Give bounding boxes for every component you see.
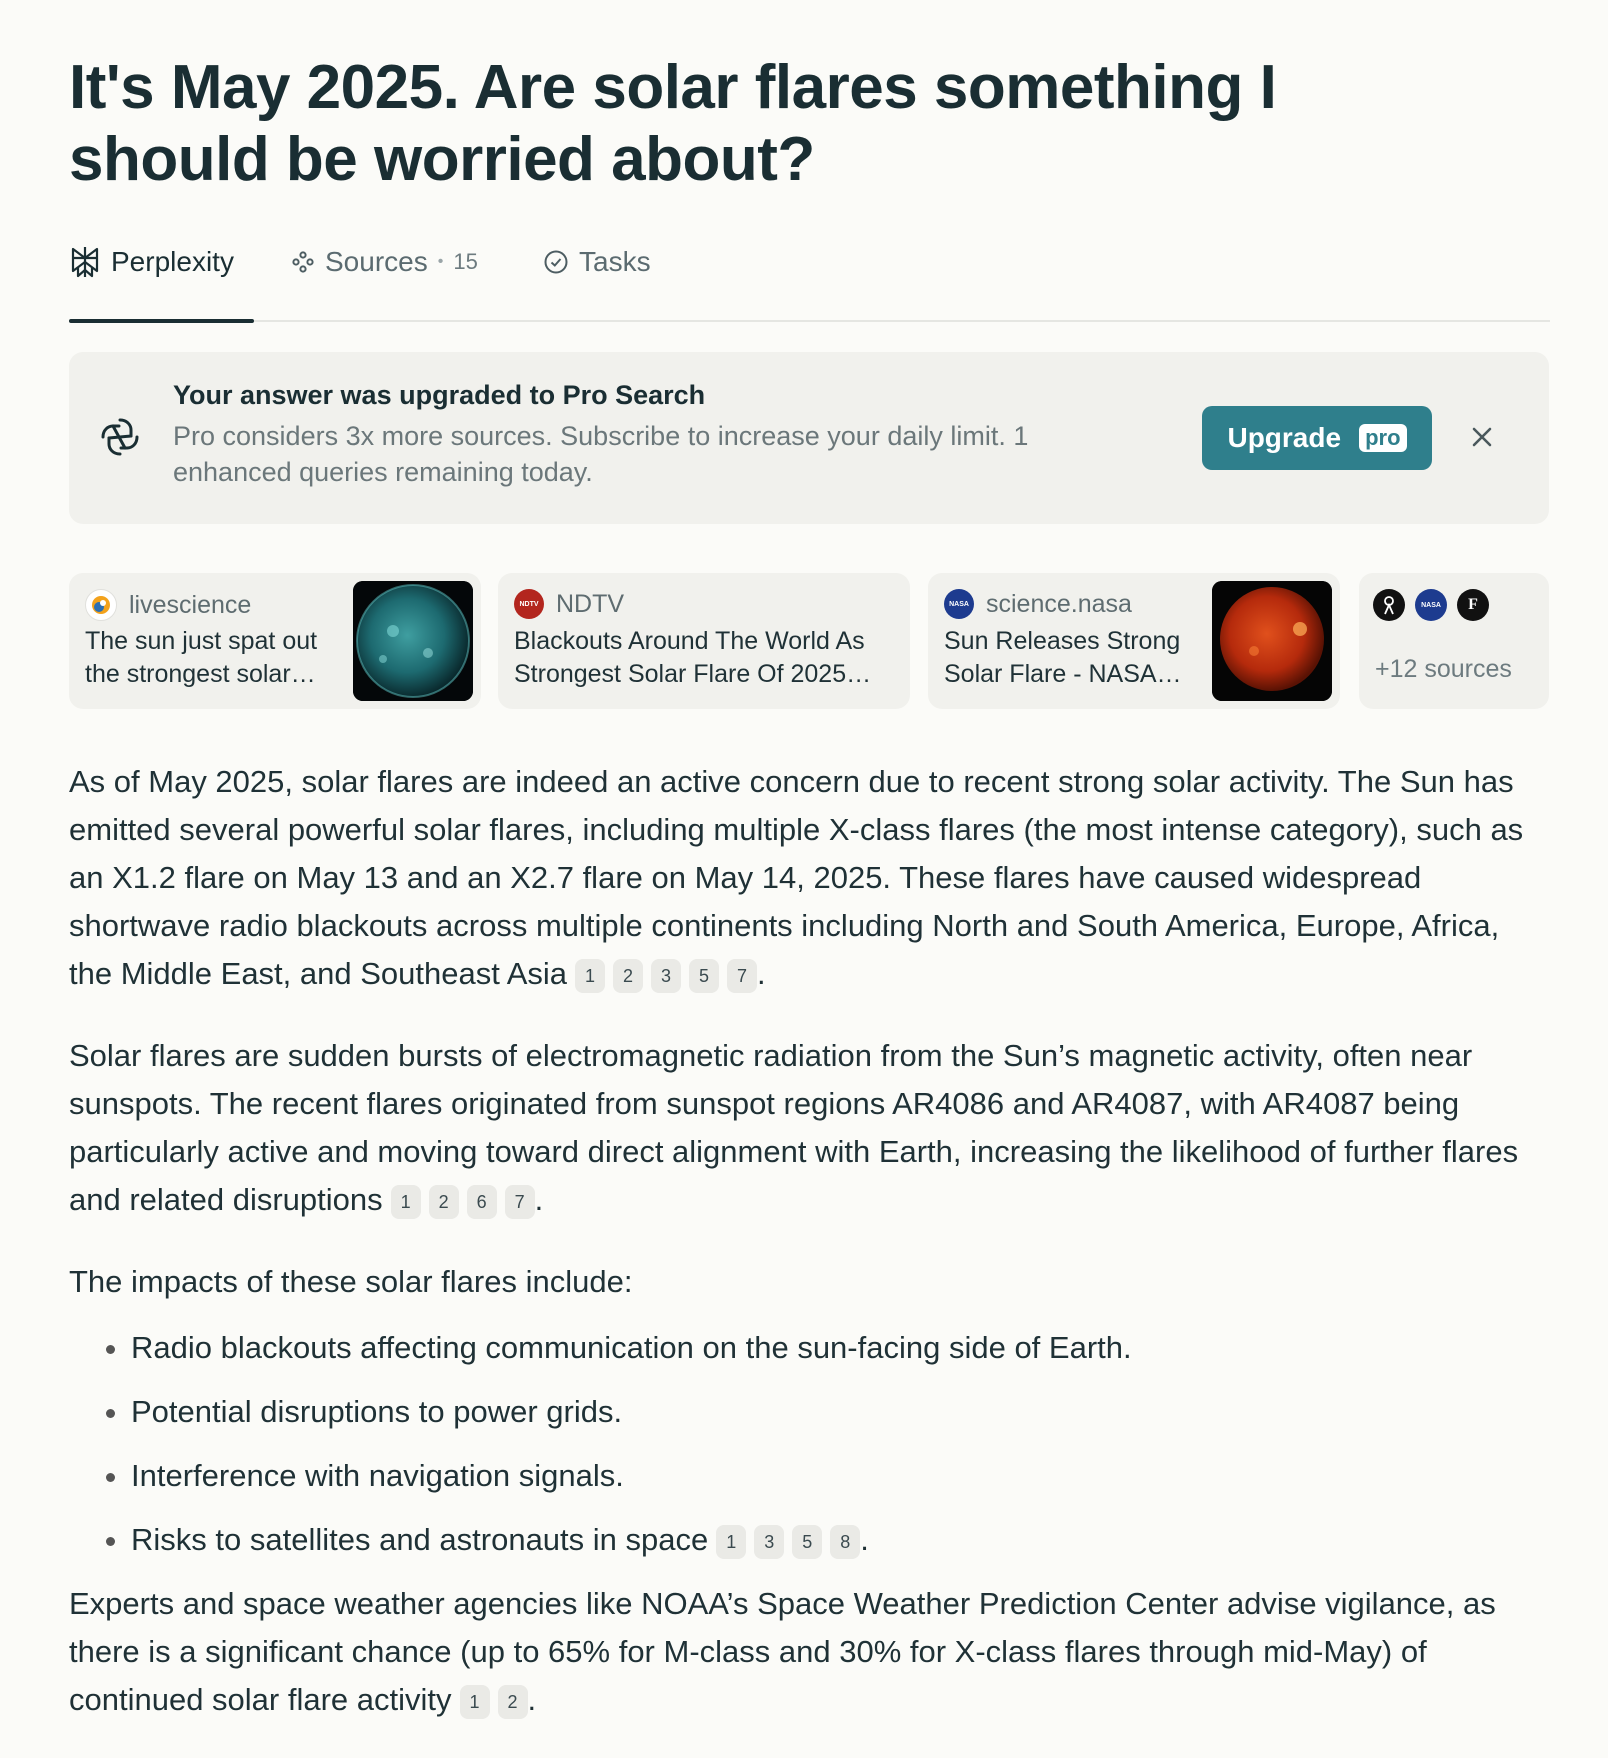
nasa-favicon-icon: NASA — [944, 589, 974, 619]
source-card-livescience[interactable] — [69, 573, 481, 709]
citation-badge[interactable]: 5 — [689, 959, 719, 993]
banner-text: Pro considers 3x more sources. Subscribe to increase your daily limit. 1 enhanced queries remaining today. — [173, 421, 1029, 487]
source-title — [944, 625, 1182, 691]
period: . — [534, 1182, 544, 1217]
upgrade-button-label: Upgrade — [1227, 422, 1342, 453]
source-title — [85, 625, 317, 691]
more-sources-card[interactable] — [1359, 573, 1549, 709]
period: . — [860, 1522, 869, 1557]
answer-paragraph — [69, 1580, 1549, 1724]
citation-badge[interactable]: 1 — [391, 1185, 421, 1219]
source-title-line: Strongest Solar Flare Of 2025… — [514, 660, 872, 688]
answer-paragraph — [69, 1258, 1549, 1306]
sun-thumbnail-red — [1212, 581, 1332, 701]
source-card-ndtv[interactable] — [498, 573, 910, 709]
period: . — [527, 1682, 537, 1717]
list-item — [131, 1516, 1549, 1564]
pro-upgrade-banner — [69, 352, 1549, 524]
source-avatar-icon — [1373, 589, 1405, 621]
citation-badge[interactable]: 8 — [830, 1525, 860, 1559]
citation-badge[interactable]: 2 — [613, 959, 643, 993]
paragraph-text: Experts and space weather agencies like NOAA’s Space Weather Prediction Center advise vigilance, as there is a significant chance (up to 65% for M-class and 30% for X-class flares through mid-May) of continued solar flare activity — [69, 1586, 1496, 1717]
more-sources-label: +12 sources — [1375, 655, 1512, 683]
paragraph-text: The impacts of these solar flares include: — [69, 1264, 633, 1299]
source-cards — [69, 573, 1549, 709]
source-site-name: science.nasa — [986, 589, 1132, 618]
source-title — [514, 625, 871, 691]
pro-badge: pro — [1359, 424, 1406, 452]
period: . — [757, 956, 766, 991]
pro-search-icon — [97, 414, 143, 460]
paragraph-text: Solar flares are sudden bursts of electromagnetic radiation from the Sun’s magnetic activity, often near sunspots. The recent flares originated from sunspot regions AR4086 and AR4087, with AR4087 being particularly active and moving toward direct alignment with Earth, increasing the likelihood of further flares and related disruptions — [69, 1038, 1519, 1217]
list-item: • Potential disruptions to power grids. — [131, 1388, 1549, 1436]
tab-tasks[interactable] — [543, 240, 651, 284]
source-site-name: livescience — [129, 590, 252, 619]
perplexity-icon — [69, 245, 101, 279]
livescience-favicon-icon — [85, 589, 117, 621]
citation-badge[interactable]: 2 — [498, 1685, 528, 1719]
sources-icon — [291, 250, 315, 274]
citation-badge[interactable]: 3 — [651, 959, 681, 993]
citation-badge[interactable]: 1 — [716, 1525, 746, 1559]
list-item: • Interference with navigation signals. — [131, 1452, 1549, 1500]
source-title-line: Solar Flare - NASA… — [944, 660, 1182, 688]
page-title: It's May 2025. Are solar flares something I should be worried about? — [69, 53, 1277, 194]
list-item: • Radio blackouts affecting communication on the sun-facing side of Earth. — [131, 1324, 1549, 1372]
upgrade-button[interactable] — [1202, 406, 1432, 470]
separator-dot: • — [437, 253, 444, 270]
tab-tasks-label: Tasks — [579, 246, 651, 277]
nasa-logo-icon: NASA — [1415, 589, 1447, 621]
answer-body — [69, 758, 1549, 1758]
impacts-list — [69, 1324, 1549, 1564]
sources-count: 15 — [453, 249, 478, 274]
source-title-line: Blackouts Around The World As — [514, 627, 865, 655]
sun-thumbnail-teal — [353, 581, 473, 701]
source-card-nasa[interactable] — [928, 573, 1340, 709]
citation-badge[interactable]: 2 — [429, 1185, 459, 1219]
forbes-logo-icon: F — [1457, 589, 1489, 621]
source-title-line: The sun just spat out — [85, 627, 318, 655]
banner-title: Your answer was upgraded to Pro Search — [173, 380, 706, 410]
citation-badge[interactable]: 6 — [467, 1185, 497, 1219]
tab-perplexity-label: Perplexity — [111, 246, 234, 277]
close-icon[interactable] — [1465, 420, 1499, 454]
citation-badge[interactable]: 1 — [460, 1685, 490, 1719]
paragraph-text: As of May 2025, solar flares are indeed an active concern due to recent strong solar activity. The Sun has emitted several powerful solar flares, including multiple X-class flares (the most intense category), such as an X1.2 flare on May 13 and an X2.7 flare on May 14, 2025. These flares have caused widespread shortwave radio blackouts across multiple continents including North and South America, Europe, Africa, the Middle East, and Southeast Asia — [69, 764, 1524, 991]
source-title-line: Sun Releases Strong — [944, 627, 1181, 655]
ndtv-favicon-icon: NDTV — [514, 589, 544, 619]
tab-bar — [69, 240, 1550, 322]
citation-badge[interactable]: 3 — [754, 1525, 784, 1559]
source-site-name: NDTV — [556, 589, 625, 618]
list-item-text: Risks to satellites and astronauts in space — [131, 1522, 709, 1557]
citation-badge[interactable]: 7 — [727, 959, 757, 993]
tab-sources-label: Sources — [325, 246, 428, 277]
citation-badge[interactable]: 1 — [575, 959, 605, 993]
check-circle-icon — [543, 249, 569, 275]
tab-perplexity[interactable] — [69, 240, 234, 284]
answer-paragraph — [69, 1032, 1549, 1224]
answer-paragraph — [69, 758, 1549, 998]
source-title-line: the strongest solar… — [85, 660, 316, 688]
tab-sources[interactable] — [291, 240, 478, 284]
active-tab-indicator — [69, 319, 254, 323]
citation-badge[interactable]: 5 — [792, 1525, 822, 1559]
citation-badge[interactable]: 7 — [505, 1185, 535, 1219]
